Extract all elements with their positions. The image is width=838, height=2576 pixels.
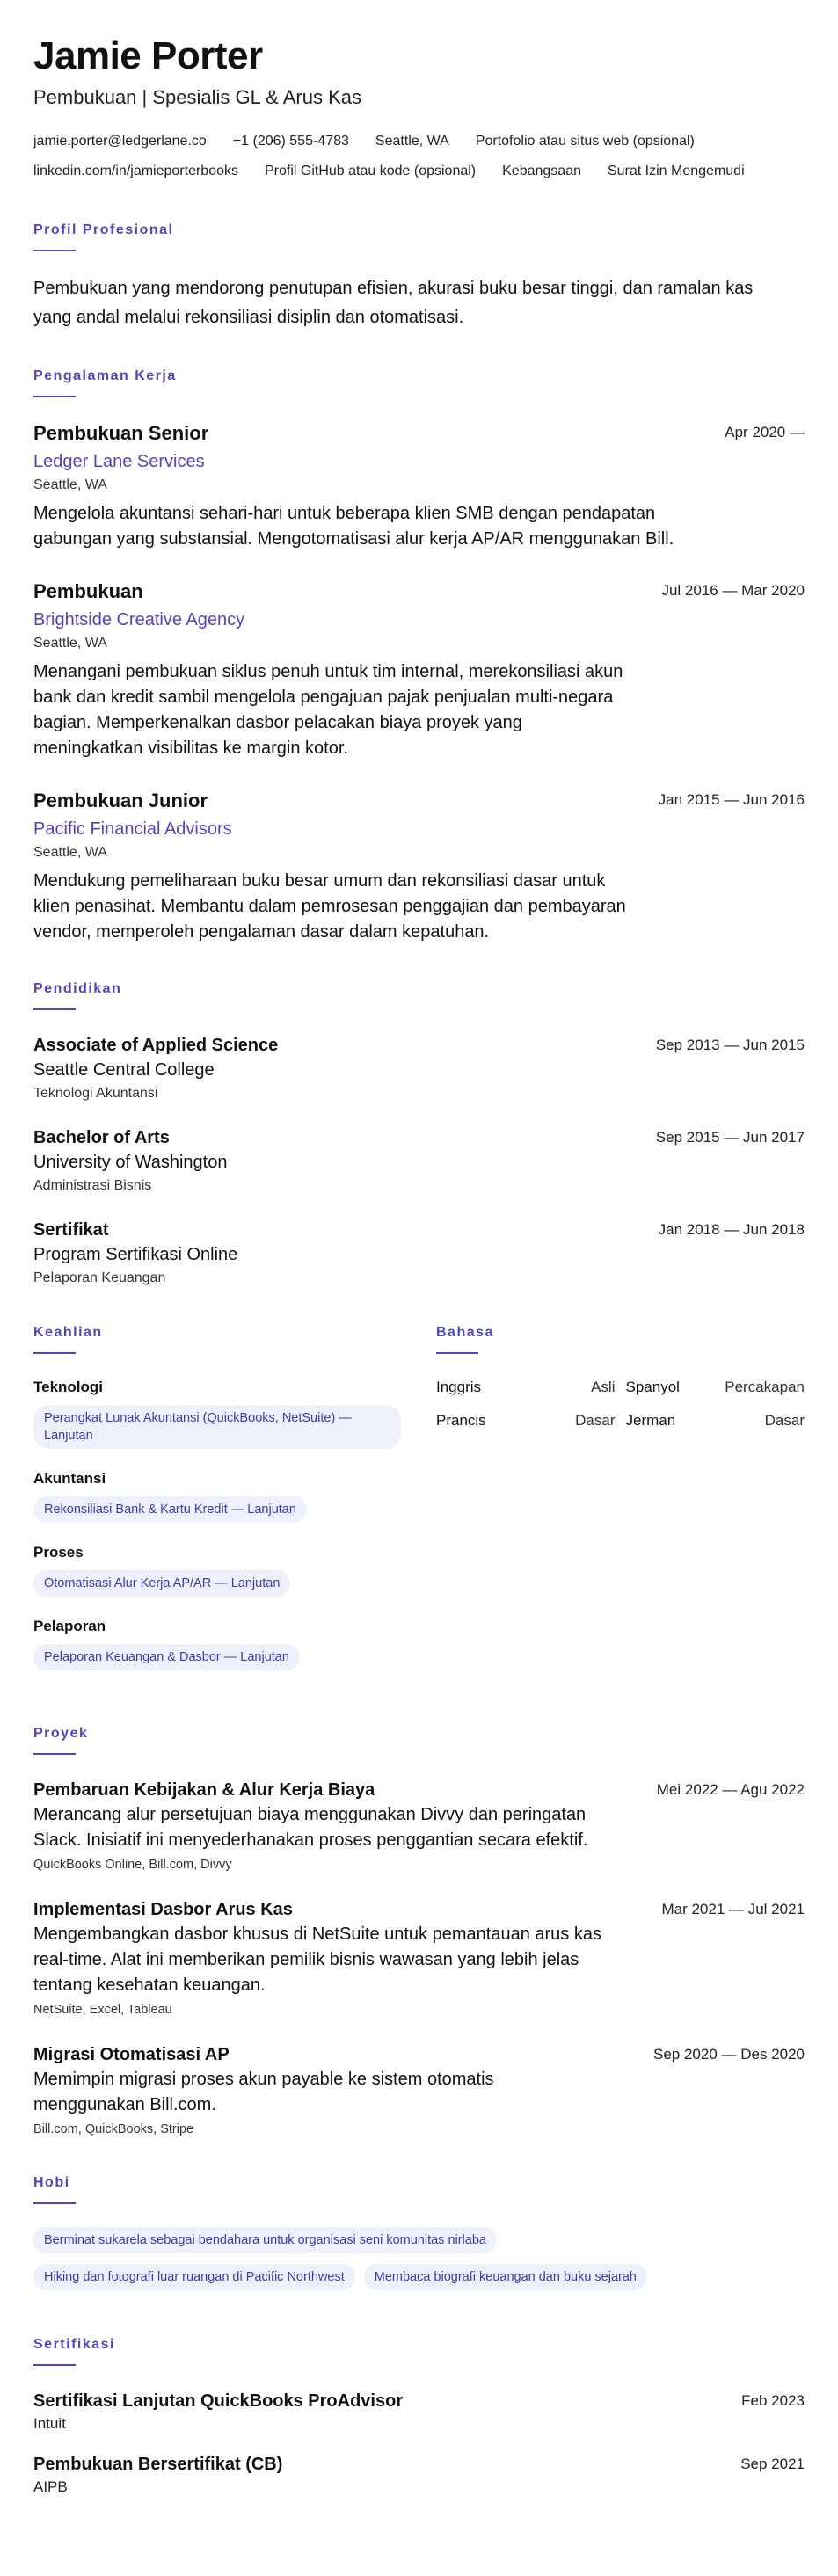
job-description: Mendukung pemeliharaan buku besar umum dan rekonsiliasi dasar untuk klien penasihat. Membantu dalam pemrosesan penggajian dan pembayaran vendor, memperoleh pengalaman dasar dalam kepatuhan. [33, 871, 626, 942]
skill-pill: Pelaporan Keuangan & Dasbor — Lanjutan [33, 1644, 300, 1670]
experience-entry [33, 788, 805, 945]
project-description: Merancang alur persetujuan biaya menggunakan Divvy dan peringatan Slack. Inisiatif ini menyederhanakan proses penggantian secara efektif. [33, 1805, 588, 1850]
skill-category: Akuntansi [33, 1470, 106, 1487]
section-divider [33, 2364, 76, 2366]
language-level: Dasar [764, 1412, 805, 1429]
company-name: Ledger Lane Services [33, 452, 205, 471]
school-name: Program Sertifikasi Online [33, 1245, 238, 1264]
language-item [436, 1377, 616, 1398]
project-dates: Mar 2021 — Jul 2021 [661, 1901, 805, 1917]
contact-list [33, 127, 805, 186]
field-of-study: Teknologi Akuntansi [33, 1086, 158, 1101]
section-divider [33, 1753, 76, 1755]
certification-issuer: Intuit [33, 2415, 66, 2432]
contact-email[interactable]: jamie.porter@ledgerlane.co [33, 134, 207, 149]
degree-name: Associate of Applied Science [33, 1036, 279, 1055]
section-divider [33, 1352, 76, 1354]
language-name: Jerman [625, 1412, 676, 1429]
project-description: Memimpin migrasi proses akun payable ke sistem otomatis menggunakan Bill.com. [33, 2070, 494, 2114]
language-name: Prancis [436, 1412, 486, 1429]
experience-entry [33, 579, 805, 761]
skills-section [33, 1324, 401, 1690]
project-title: Migrasi Otomatisasi AP [33, 2045, 230, 2064]
job-location: Seattle, WA [33, 477, 107, 492]
certification-entry [33, 2389, 805, 2434]
language-list [436, 1377, 805, 1431]
school-name: Seattle Central College [33, 1060, 215, 1080]
project-entry [33, 1897, 805, 2019]
hobby-pill: Hiking dan fotografi luar ruangan di Pacific Northwest [33, 2264, 355, 2290]
job-description: Menangani pembukuan siklus penuh untuk tim internal, merekonsiliasi akun bank dan kredit sambil mengelola pengajuan pajak penjualan multi-negara bagian. Memperkenalkan dasbor pelacakan biaya proyek yang meningkatkan visibilitas ke margin kotor. [33, 662, 623, 758]
company-name: Brightside Creative Agency [33, 610, 245, 629]
experience-section [33, 367, 805, 945]
education-dates: Sep 2013 — Jun 2015 [655, 1037, 805, 1053]
job-title: Pembukuan Junior [33, 790, 208, 811]
language-item [436, 1410, 616, 1431]
project-tools: QuickBooks Online, Bill.com, Divvy [33, 1858, 232, 1872]
hobbies-section [33, 2174, 805, 2301]
skill-pill: Rekonsiliasi Bank & Kartu Kredit — Lanjutan [33, 1496, 307, 1523]
skill-category: Proses [33, 1544, 84, 1561]
contact-linkedin[interactable]: linkedin.com/in/jamieporterbooks [33, 164, 238, 178]
education-entry [33, 1218, 805, 1289]
skill-pill: Otomatisasi Alur Kerja AP/AR — Lanjutan [33, 1570, 290, 1597]
field-of-study: Administrasi Bisnis [33, 1178, 152, 1193]
certification-issuer: AIPB [33, 2478, 68, 2495]
section-title: Pengalaman Kerja [33, 368, 177, 383]
section-title: Bahasa [436, 1325, 494, 1340]
company-name: Pacific Financial Advisors [33, 819, 232, 839]
education-entry [33, 1125, 805, 1197]
section-title: Sertifikasi [33, 2337, 115, 2352]
skill-pill: Perangkat Lunak Akuntansi (QuickBooks, NetSuite) — Lanjutan [33, 1405, 401, 1449]
section-divider [33, 1008, 76, 1010]
certification-title: Pembukuan Bersertifikat (CB) [33, 2455, 283, 2474]
section-divider [436, 1352, 478, 1354]
education-dates: Sep 2015 — Jun 2017 [655, 1129, 805, 1146]
projects-section [33, 1725, 805, 2139]
candidate-name: Jamie Porter [33, 34, 263, 77]
section-title: Pendidikan [33, 981, 122, 996]
contact-nationality: Kebangsaan [502, 164, 581, 178]
certification-date: Feb 2023 [741, 2392, 805, 2409]
project-title: Implementasi Dasbor Arus Kas [33, 1900, 293, 1919]
certification-date: Sep 2021 [740, 2456, 805, 2472]
section-title: Profil Profesional [33, 222, 174, 237]
project-dates: Mei 2022 — Agu 2022 [656, 1781, 805, 1798]
education-entry [33, 1033, 805, 1104]
job-title: Pembukuan [33, 580, 143, 602]
hobby-list [33, 2227, 805, 2301]
skills-languages-row [33, 1324, 805, 1690]
skill-category: Pelaporan [33, 1618, 106, 1634]
section-title: Keahlian [33, 1325, 103, 1340]
language-level: Percakapan [725, 1379, 805, 1395]
resume-header [33, 32, 805, 186]
languages-section [436, 1324, 805, 1690]
certification-entry [33, 2452, 805, 2498]
job-dates: Jul 2016 — Mar 2020 [661, 582, 805, 599]
skill-group [33, 1542, 401, 1597]
education-section [33, 980, 805, 1289]
profile-summary: Pembukuan yang mendorong penutupan efisien, akurasi buku besar tinggi, dan ramalan kas yang andal melalui rekonsiliasi disiplin dan otomatisasi. [33, 279, 754, 327]
job-location: Seattle, WA [33, 845, 107, 860]
project-entry [33, 1778, 805, 1874]
degree-name: Bachelor of Arts [33, 1128, 170, 1147]
section-title: Proyek [33, 1726, 89, 1741]
project-title: Pembaruan Kebijakan & Alur Kerja Biaya [33, 1780, 375, 1800]
section-title: Hobi [33, 2175, 70, 2190]
certifications-section [33, 2336, 805, 2498]
project-tools: NetSuite, Excel, Tableau [33, 2003, 172, 2017]
candidate-headline: Pembukuan | Spesialis GL & Arus Kas [33, 86, 361, 108]
certification-title: Sertifikasi Lanjutan QuickBooks ProAdvisor [33, 2391, 404, 2411]
contact-portfolio: Portofolio atau situs web (opsional) [475, 134, 695, 149]
project-tools: Bill.com, QuickBooks, Stripe [33, 2122, 194, 2136]
section-divider [33, 250, 76, 251]
degree-name: Sertifikat [33, 1220, 109, 1240]
field-of-study: Pelaporan Keuangan [33, 1270, 166, 1285]
experience-entry [33, 420, 805, 552]
section-divider [33, 2202, 76, 2204]
language-level: Dasar [575, 1412, 616, 1429]
project-dates: Sep 2020 — Des 2020 [652, 2046, 805, 2063]
language-item [626, 1410, 805, 1431]
contact-driving-license: Surat Izin Mengemudi [607, 164, 745, 178]
job-description: Mengelola akuntansi sehari-hari untuk beberapa klien SMB dengan pendapatan gabungan yang substansial. Mengotomatisasi alur kerja AP/AR menggunakan Bill. [33, 504, 674, 549]
hobby-pill: Membaca biografi keuangan dan buku sejarah [364, 2264, 647, 2290]
job-dates: Jan 2015 — Jun 2016 [658, 791, 805, 808]
contact-phone: +1 (206) 555-4783 [232, 134, 349, 149]
contact-location: Seattle, WA [375, 134, 449, 149]
school-name: University of Washington [33, 1153, 228, 1172]
job-dates: Apr 2020 — [725, 424, 805, 440]
skill-group [33, 1468, 401, 1523]
project-description: Mengembangkan dasbor khusus di NetSuite untuk pemantauan arus kas real-time. Alat ini memberikan pemilik bisnis wawasan yang lebih jelas tentang kesehatan keuangan. [33, 1925, 601, 1995]
skill-category: Teknologi [33, 1379, 104, 1395]
skill-group [33, 1616, 401, 1670]
contact-github: Profil GitHub atau kode (opsional) [265, 164, 477, 178]
section-divider [33, 396, 76, 397]
job-title: Pembukuan Senior [33, 422, 209, 444]
hobby-pill: Berminat sukarela sebagai bendahara untuk organisasi seni komunitas nirlaba [33, 2227, 497, 2253]
skill-group [33, 1377, 401, 1449]
language-name: Inggris [436, 1379, 482, 1395]
language-item [626, 1377, 805, 1398]
project-entry [33, 2042, 805, 2139]
education-dates: Jan 2018 — Jun 2018 [658, 1221, 805, 1238]
profile-section [33, 222, 805, 332]
job-location: Seattle, WA [33, 636, 107, 651]
language-name: Spanyol [625, 1379, 680, 1395]
language-level: Asli [591, 1379, 616, 1395]
